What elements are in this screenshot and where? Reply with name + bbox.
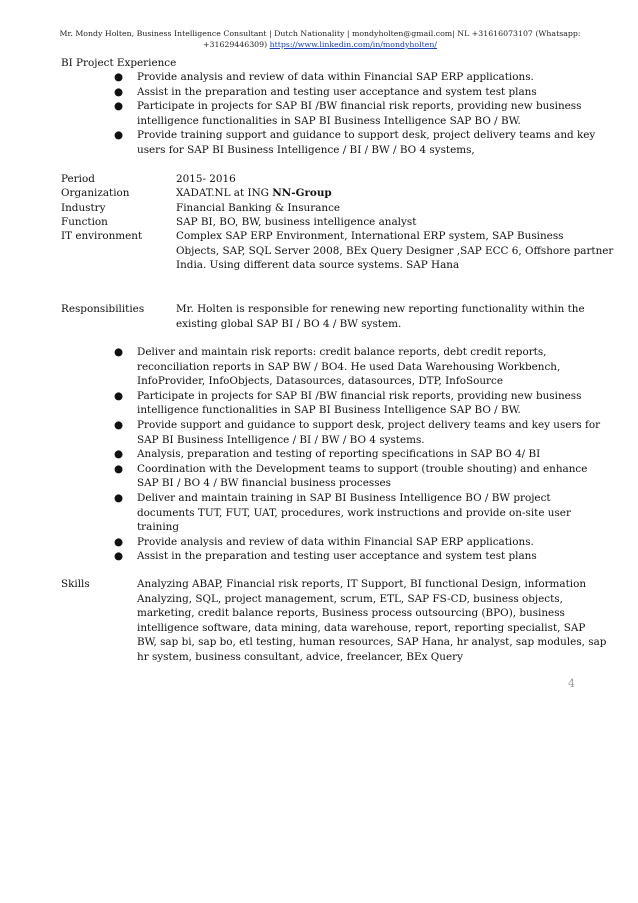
organization-value: XADAT.NL at ING NN-Group xyxy=(176,187,332,199)
organization-company: NN-Group xyxy=(272,187,332,199)
bullet-icon: ● xyxy=(114,85,124,98)
list-item: ● Provide support and guidance to support desk, project delivery teams and key users for SAP BI Business Intelligence / BI / BW / BO 4 systems. xyxy=(114,418,601,446)
skills-label: Skills xyxy=(61,578,90,590)
bullet-icon: ● xyxy=(114,129,124,142)
list-item: ● Deliver and maintain risk reports: credit balance reports, debt credit reports, reconciliation reports in SAP BW / BO4. He used Data Warehousing Workbench, InfoProvider, InfoObjects, Datasources, datasources, DTP, InfoSource xyxy=(114,346,561,388)
list-item: ● Participate in projects for SAP BI /BW financial risk reports, providing new business intelligence functionalities in SAP BI Business Intelligence SAP BO / BW. xyxy=(114,389,582,417)
responsibilities-label: Responsibilities xyxy=(61,303,145,315)
bullet-icon: ● xyxy=(114,389,124,402)
organization-label: Organization xyxy=(61,187,130,199)
bullet-icon: ● xyxy=(114,491,124,504)
linkedin-link[interactable]: https://www.linkedin.com/in/mondyholten/ xyxy=(269,40,438,49)
industry-value: Financial Banking & Insurance xyxy=(176,202,341,214)
header-contact-line: Mr. Mondy Holten, Business Intelligence Consultant | Dutch Nationality | mondyholten@gmail.com| NL +31616073107 (Whatsapp: xyxy=(59,29,581,38)
bullet-icon: ● xyxy=(114,448,124,461)
it-environment-value: Complex SAP ERP Environment, International ERP system, SAP Business Objects, SAP, SQL Server 2008, BEx Query Designer ,SAP ECC 6, Offshore partner India. Using different data source systems. SAP Hana xyxy=(176,230,614,272)
period-label: Period xyxy=(61,173,95,185)
header-phone: +31629446309) xyxy=(202,40,270,49)
section-title-bi-project: BI Project Experience xyxy=(61,57,177,69)
bullet-icon: ● xyxy=(114,462,124,475)
page-number: 4 xyxy=(568,677,575,690)
period-value: 2015- 2016 xyxy=(176,173,236,185)
list-item: ● Deliver and maintain training in SAP BI Business Intelligence BO / BW project documents TUT, FUT, UAT, procedures, work instructions and provide on-site user training xyxy=(114,491,571,534)
responsibilities-list xyxy=(114,345,600,564)
it-environment-label: IT environment xyxy=(61,230,143,242)
bullet-icon: ● xyxy=(114,418,124,431)
list-item: ● Analysis, preparation and testing of reporting specifications in SAP BO 4/ BI xyxy=(114,448,541,461)
function-value: SAP BI, BO, BW, business intelligence analyst xyxy=(176,216,417,228)
list-item: ● Provide analysis and review of data within Financial SAP ERP applications. xyxy=(114,535,534,548)
bullet-icon: ● xyxy=(114,100,124,113)
page-header xyxy=(40,28,600,50)
bullet-icon: ● xyxy=(114,550,124,563)
bullet-icon: ● xyxy=(114,346,124,358)
bullet-icon: ● xyxy=(114,535,124,548)
list-item: ● Coordination with the Development teams to support (trouble shouting) and enhance SAP BI / BO 4 / BW financial business processes xyxy=(114,462,588,490)
list-item: ● Provide training support and guidance to support desk, project delivery teams and key users for SAP BI Business Intelligence / BI / BW / BO 4 systems, xyxy=(114,129,596,156)
list-item: ● Assist in the preparation and testing user acceptance and system test plans xyxy=(114,85,537,98)
bi-project-list xyxy=(114,70,595,158)
bullet-icon: ● xyxy=(114,71,124,83)
list-item: ● Assist in the preparation and testing user acceptance and system test plans xyxy=(114,550,537,563)
list-item: ● Participate in projects for SAP BI /BW financial risk reports, providing new business intelligence functionalities in SAP BI Business Intelligence SAP BO / BW. xyxy=(114,100,582,127)
skills-value: Analyzing ABAP, Financial risk reports, IT Support, BI functional Design, information Analyzing, SQL, project management, scrum, ETL, SAP FS-CD, business objects, marketing, credit balance reports, Business process outsourcing (BPO), business intelligence software, data mining, data warehouse, report, reporting specialist, SAP BW, sap bi, sap bo, etl testing, human resources, SAP Hana, hr analyst, sap modules, sap hr system, business consultant, advice, freelancer, BEx Query xyxy=(137,578,607,663)
industry-label: Industry xyxy=(61,202,106,214)
function-label: Function xyxy=(61,216,108,228)
header-contact-line-2 xyxy=(40,39,600,50)
responsibilities-summary: Mr. Holten is responsible for renewing new reporting functionality within the existing global SAP BI / BO 4 / BW system. xyxy=(176,303,585,330)
list-item: ● Provide analysis and review of data within Financial SAP ERP applications. xyxy=(114,71,534,83)
